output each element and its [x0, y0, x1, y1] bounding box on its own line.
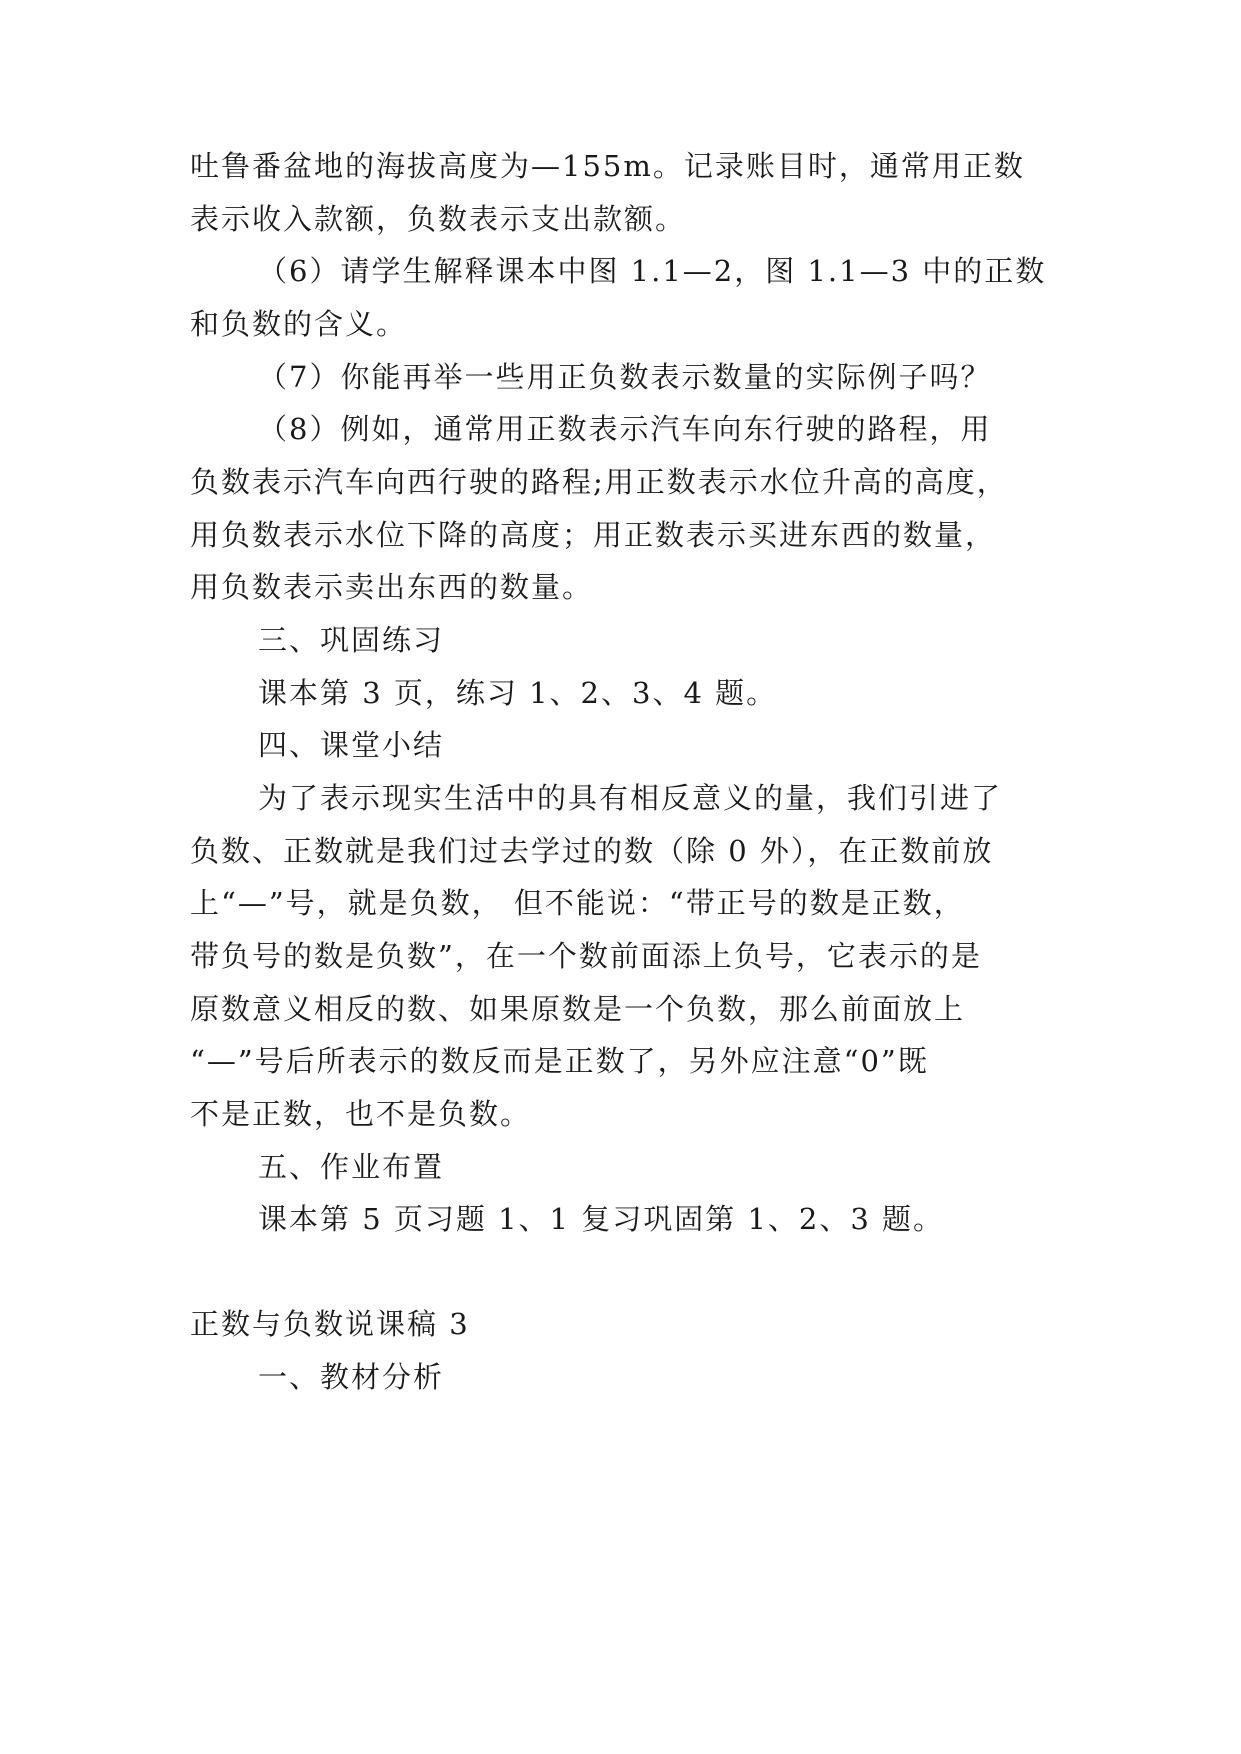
- paragraph-line: 吐鲁番盆地的海拔高度为—155m。记录账目时，通常用正数: [190, 149, 1025, 183]
- paragraph-line: 原数意义相反的数、如果原数是一个负数，那么前面放上: [190, 992, 966, 1026]
- paragraph-line: （8）例如，通常用正数表示汽车向东行驶的路程，用: [258, 412, 992, 446]
- paragraph-line: 课本第 3 页，练习 1、2、3、4 题。: [258, 676, 778, 710]
- paragraph-line: 表示收入款额，负数表示支出款额。: [190, 202, 687, 236]
- paragraph-line: 不是正数，也不是负数。: [190, 1097, 532, 1131]
- document-title: 正数与负数说课稿 3: [190, 1307, 470, 1341]
- paragraph-line: 上“—”号，就是负数， 但不能说：“带正号的数是正数，: [190, 886, 965, 920]
- paragraph-line: “—”号后所表示的数反而是正数了，另外应注意“0”既: [190, 1044, 929, 1078]
- paragraph-line: （6）请学生解释课本中图 1.1—2，图 1.1—3 中的正数: [258, 254, 1047, 288]
- paragraph-line: 和负数的含义。: [190, 307, 408, 341]
- paragraph-line: 为了表示现实生活中的具有相反意义的量，我们引进了: [258, 781, 1003, 815]
- paragraph-line: 带负号的数是负数”，在一个数前面添上负号，它表示的是: [190, 939, 982, 973]
- section-heading: 五、作业布置: [258, 1150, 445, 1184]
- section-heading: 三、巩固练习: [258, 623, 445, 657]
- paragraph-line: 用负数表示卖出东西的数量。: [190, 570, 594, 604]
- section-heading: 一、教材分析: [258, 1360, 445, 1394]
- paragraph-line: 用负数表示水位下降的高度；用正数表示买进东西的数量，: [190, 518, 997, 552]
- paragraph-line: 负数表示汽车向西行驶的路程;用正数表示水位升高的高度，: [190, 465, 1008, 499]
- paragraph-line: 课本第 5 页习题 1、1 复习巩固第 1、2、3 题。: [258, 1202, 945, 1236]
- paragraph-line: （7）你能再举一些用正负数表示数量的实际例子吗？: [258, 360, 992, 394]
- section-heading: 四、课堂小结: [258, 728, 445, 762]
- paragraph-line: 负数、正数就是我们过去学过的数（除 0 外），在正数前放: [190, 834, 994, 868]
